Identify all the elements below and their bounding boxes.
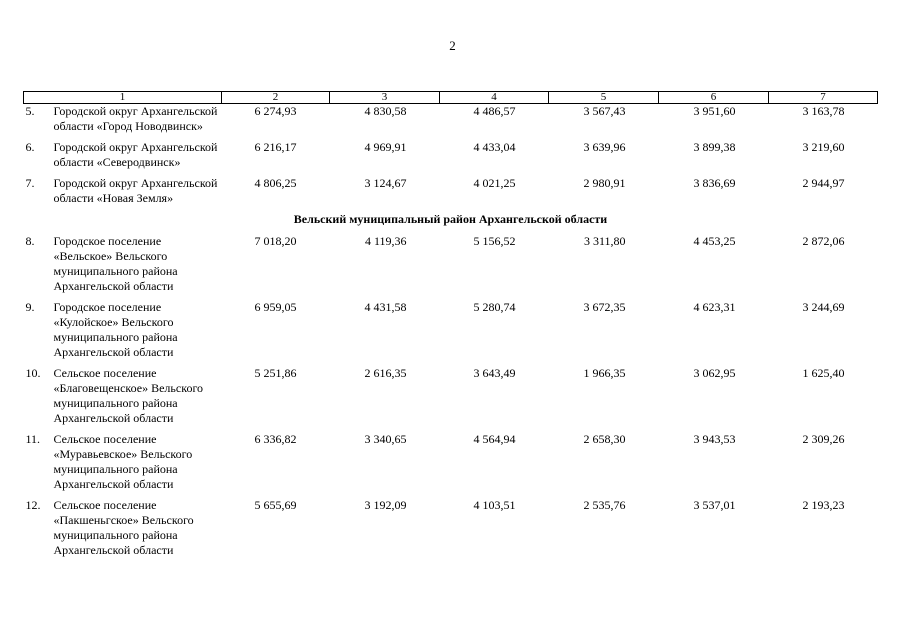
- value-cell: 3 062,95: [693, 366, 736, 380]
- value-cell: 4 103,51: [473, 498, 516, 512]
- value-cell: 6 216,17: [254, 140, 297, 154]
- value-cell: 2 872,06: [802, 234, 845, 248]
- value-cell: 5 251,86: [254, 366, 297, 380]
- value-cell: 2 616,35: [364, 366, 407, 380]
- value-cell: 3 899,38: [693, 140, 736, 154]
- row-number: 9.: [25, 300, 35, 314]
- municipality-name: Городской округ Архангельской области «Северодвинск»: [53, 140, 218, 169]
- value-cell: 3 643,49: [473, 366, 516, 380]
- page-number: 2: [449, 38, 456, 53]
- municipality-cell: [24, 498, 222, 564]
- value-cell: 2 944,97: [802, 176, 845, 190]
- value-cell: 1 625,40: [802, 366, 845, 380]
- value-cell: 2 658,30: [583, 432, 626, 446]
- row-number: 6.: [25, 140, 35, 154]
- value-cell: 4 433,04: [473, 140, 516, 154]
- section-row: [24, 212, 878, 234]
- value-cell: 3 163,78: [802, 104, 845, 118]
- table-row: [24, 104, 878, 141]
- value-cell: 4 806,25: [254, 176, 297, 190]
- value-cell: 4 021,25: [473, 176, 516, 190]
- value-cell: 4 969,91: [364, 140, 407, 154]
- column-header: 5: [549, 92, 659, 104]
- section-title: Вельский муниципальный район Архангельской области: [293, 212, 608, 226]
- value-cell: 3 537,01: [693, 498, 736, 512]
- municipality-cell: [24, 300, 222, 366]
- table-row: [24, 140, 878, 176]
- value-cell: 3 943,53: [693, 432, 736, 446]
- row-number: 7.: [25, 176, 35, 190]
- data-table: [23, 91, 878, 564]
- municipality-name: Городское поселение «Вельское» Вельского муниципального района Архангельской области: [53, 234, 178, 293]
- table-row: [24, 234, 878, 300]
- table-row: [24, 432, 878, 498]
- value-cell: 4 453,25: [693, 234, 736, 248]
- value-cell: 3 124,67: [364, 176, 407, 190]
- value-cell: 1 966,35: [583, 366, 626, 380]
- municipality-name: Городской округ Архангельской области «Новая Земля»: [53, 176, 218, 205]
- table-row: [24, 498, 878, 564]
- value-cell: 2 193,23: [802, 498, 845, 512]
- column-header: 2: [222, 92, 330, 104]
- value-cell: 4 119,36: [364, 234, 407, 248]
- value-cell: 3 340,65: [364, 432, 407, 446]
- row-number: 12.: [25, 498, 41, 512]
- municipality-cell: [24, 432, 222, 498]
- value-cell: 3 639,96: [583, 140, 626, 154]
- value-cell: 4 486,57: [473, 104, 516, 118]
- table-row: [24, 366, 878, 432]
- value-cell: 4 830,58: [364, 104, 407, 118]
- column-header: 1: [24, 92, 222, 104]
- column-header: 4: [440, 92, 549, 104]
- value-cell: 5 156,52: [473, 234, 516, 248]
- value-cell: 3 244,69: [802, 300, 845, 314]
- municipality-cell: [24, 176, 222, 212]
- value-cell: 6 336,82: [254, 432, 297, 446]
- value-cell: 6 959,05: [254, 300, 297, 314]
- municipality-name: Городской округ Архангельской области «Город Новодвинск»: [53, 104, 218, 133]
- value-cell: 3 672,35: [583, 300, 626, 314]
- value-cell: 4 564,94: [473, 432, 516, 446]
- municipality-name: Сельское поселение «Благовещенское» Вельского муниципального района Архангельской области: [53, 366, 204, 425]
- value-cell: 3 567,43: [583, 104, 626, 118]
- value-cell: 2 980,91: [583, 176, 626, 190]
- value-cell: 3 951,60: [693, 104, 736, 118]
- table-row: [24, 176, 878, 212]
- value-cell: 5 655,69: [254, 498, 297, 512]
- value-cell: 6 274,93: [254, 104, 297, 118]
- municipality-name: Сельское поселение «Муравьевское» Вельского муниципального района Архангельской области: [53, 432, 193, 491]
- municipality-name: Городское поселение «Кулойское» Вельского муниципального района Архангельской области: [53, 300, 178, 359]
- value-cell: 2 309,26: [802, 432, 845, 446]
- municipality-cell: [24, 140, 222, 176]
- value-cell: 4 431,58: [364, 300, 407, 314]
- table-row: [24, 300, 878, 366]
- value-cell: 3 311,80: [583, 234, 626, 248]
- column-header: 7: [769, 92, 878, 104]
- column-header: 3: [330, 92, 440, 104]
- row-number: 5.: [25, 104, 35, 118]
- municipality-cell: [24, 366, 222, 432]
- value-cell: 5 280,74: [473, 300, 516, 314]
- municipality-cell: [24, 104, 222, 141]
- municipality-cell: [24, 234, 222, 300]
- row-number: 8.: [25, 234, 35, 248]
- row-number: 10.: [25, 366, 41, 380]
- value-cell: 7 018,20: [254, 234, 297, 248]
- row-number: 11.: [25, 432, 41, 446]
- municipality-name: Сельское поселение «Пакшеньгское» Вельского муниципального района Архангельской области: [53, 498, 194, 557]
- value-cell: 4 623,31: [693, 300, 736, 314]
- value-cell: 2 535,76: [583, 498, 626, 512]
- value-cell: 3 219,60: [802, 140, 845, 154]
- value-cell: 3 192,09: [364, 498, 407, 512]
- column-header: 6: [659, 92, 769, 104]
- value-cell: 3 836,69: [693, 176, 736, 190]
- header-row: [24, 92, 878, 104]
